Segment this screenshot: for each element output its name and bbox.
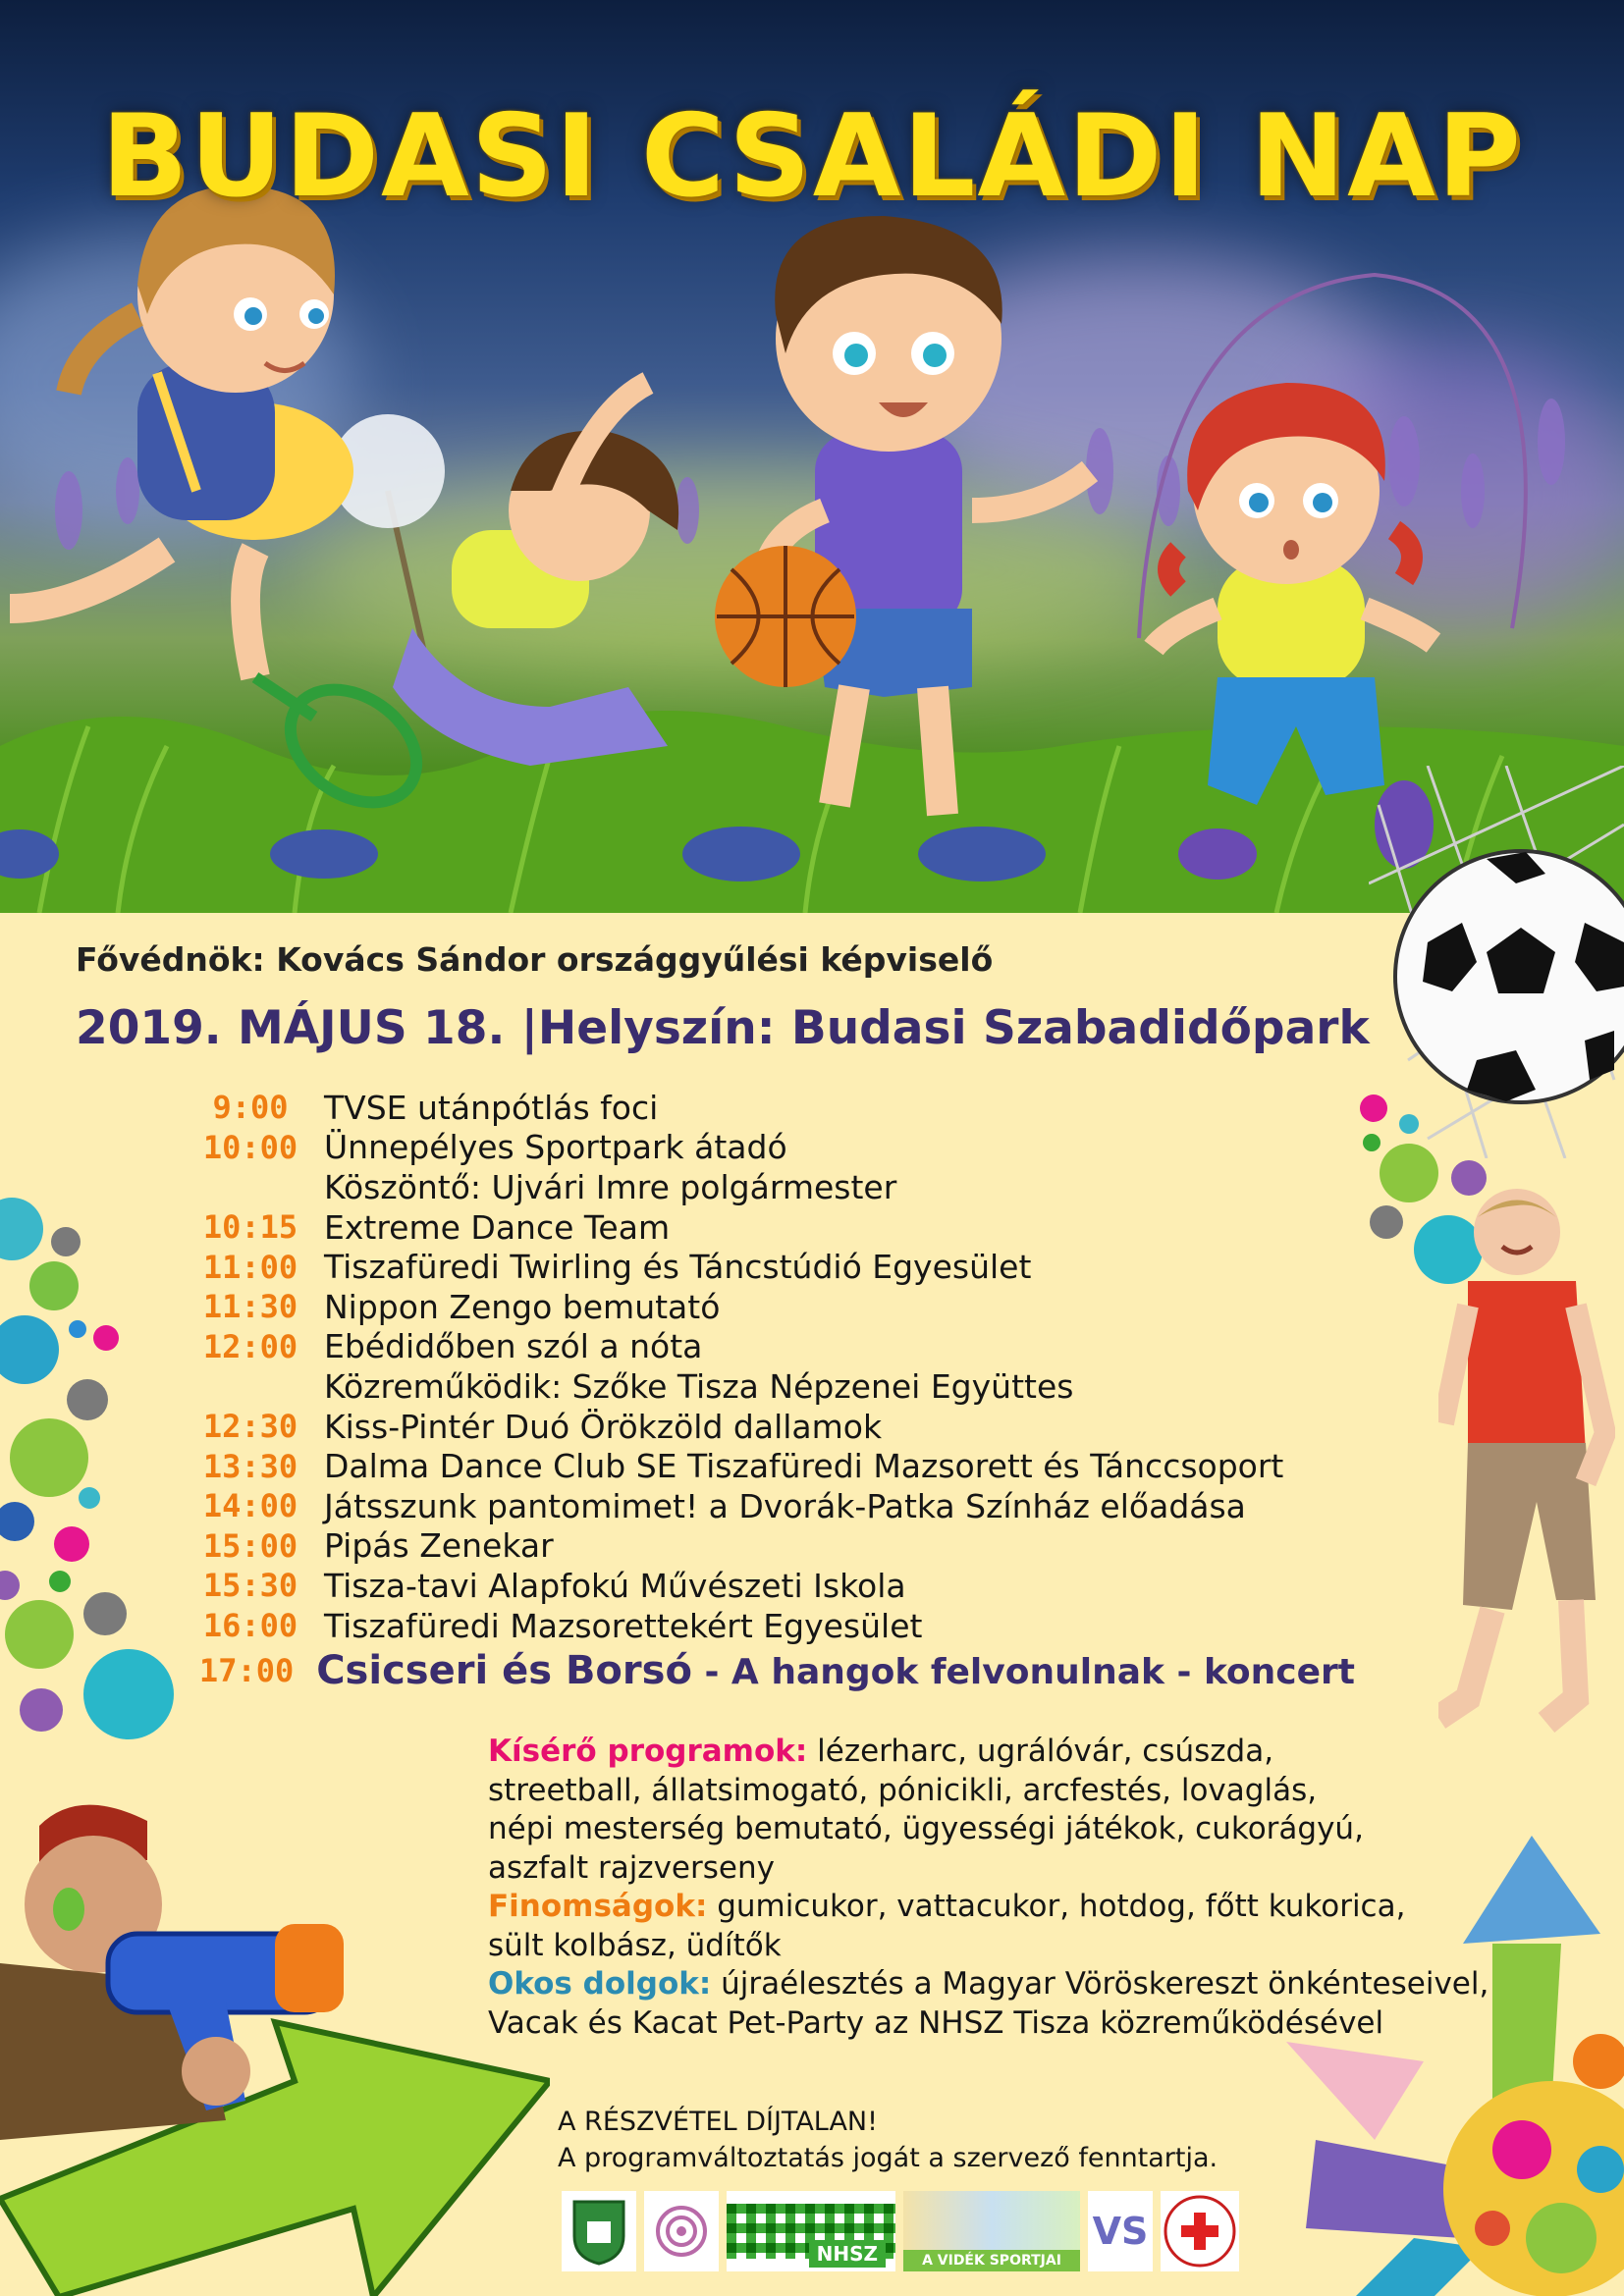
schedule-event: Pipás Zenekar bbox=[324, 1526, 554, 1566]
videk-sportjai-logo bbox=[903, 2191, 1080, 2271]
date-venue-line bbox=[76, 1001, 1370, 1055]
red-cross-text bbox=[1161, 2191, 1239, 2271]
schedule-event: Közreműködik: Szőke Tisza Népzenei Együttes bbox=[324, 1366, 1074, 1406]
nhsz-logo-text: NHSZ bbox=[809, 2240, 886, 2268]
schedule-event: Köszöntő: Ujvári Imre polgármester bbox=[324, 1167, 897, 1206]
rights-note: A programváltoztatás jogát a szervező fenntartja. bbox=[558, 2143, 1218, 2173]
schedule-row bbox=[177, 1407, 1355, 1447]
patron-line: Fővédnök: Kovács Sándor országgyűlési képviselő bbox=[76, 940, 994, 979]
schedule-row bbox=[177, 1207, 1355, 1248]
soccer-ball-icon bbox=[1369, 766, 1624, 1158]
schedule bbox=[177, 1088, 1355, 1696]
smart-things-text: Vacak és Kacat Pet-Party az NHSZ Tisza közreműködésével bbox=[488, 2004, 1384, 2041]
videk-logo-text: A VIDÉK SPORTJAI bbox=[903, 2250, 1080, 2271]
treats-text: sült kolbász, üdítők bbox=[488, 1927, 782, 1963]
schedule-row bbox=[177, 1128, 1355, 1168]
venue: Helyszín: Budasi Szabadidőpark bbox=[537, 1001, 1370, 1055]
pinwheel-decoration bbox=[1227, 1816, 1624, 2296]
schedule-row bbox=[177, 1088, 1355, 1128]
schedule-event: Tisza-tavi Alapfokú Művészeti Iskola bbox=[324, 1566, 906, 1605]
schedule-row bbox=[177, 1366, 1355, 1407]
smart-things-label: Okos dolgok: bbox=[488, 1966, 712, 2002]
headline-act: Csicseri és Borsó bbox=[316, 1648, 692, 1694]
vs-logo: VS bbox=[1088, 2191, 1153, 2271]
schedule-time: 12:00 bbox=[202, 1327, 298, 1365]
schedule-row bbox=[177, 1566, 1355, 1606]
schedule-time: 16:00 bbox=[202, 1607, 298, 1645]
treats-label: Finomságok: bbox=[488, 1889, 708, 1924]
schedule-time: 12:30 bbox=[202, 1408, 298, 1446]
schedule-time: 15:30 bbox=[202, 1567, 298, 1605]
poster-title: BUDASI CSALÁDI NAP bbox=[101, 90, 1523, 223]
schedule-time: 13:30 bbox=[202, 1447, 298, 1485]
schedule-event: Tiszafüredi Mazsorettekért Egyesület bbox=[324, 1606, 923, 1645]
side-programs-text: aszfalt rajzverseny bbox=[488, 1849, 775, 1886]
schedule-event-highlight bbox=[316, 1648, 1355, 1693]
schedule-event: TVSE utánpótlás foci bbox=[324, 1088, 659, 1127]
schedule-row bbox=[177, 1606, 1355, 1646]
schedule-event: Dalma Dance Club SE Tiszafüredi Mazsorett és Tánccsoport bbox=[324, 1447, 1284, 1486]
side-programs-label: Kísérő programok: bbox=[488, 1734, 808, 1769]
schedule-event: Extreme Dance Team bbox=[324, 1207, 671, 1247]
schedule-row bbox=[177, 1526, 1355, 1567]
footer-notes bbox=[558, 2104, 1218, 2176]
red-cross-logo bbox=[1161, 2191, 1239, 2271]
boy-photo bbox=[1438, 1188, 1615, 1737]
side-programs-text: lézerharc, ugrálóvár, csúszda, bbox=[807, 1734, 1274, 1769]
schedule-event: Kiss-Pintér Duó Örökzöld dallamok bbox=[324, 1407, 883, 1446]
town-crest-logo bbox=[562, 2191, 636, 2271]
side-programs-text: népi mesterség bemutató, ügyességi játékok, cukorágyú, bbox=[488, 1811, 1364, 1846]
schedule-row-highlight bbox=[177, 1645, 1355, 1696]
smart-things-text: újraélesztés a Magyar Vöröskereszt önkénteseivel, bbox=[711, 1966, 1489, 2002]
treats-text: gumicukor, vattacukor, hotdog, főtt kukorica, bbox=[707, 1889, 1406, 1924]
schedule-event: Nippon Zengo bemutató bbox=[324, 1287, 721, 1326]
event-date: 2019. MÁJUS 18. bbox=[76, 1001, 506, 1055]
schedule-time: 11:30 bbox=[202, 1288, 298, 1326]
schedule-row bbox=[177, 1287, 1355, 1327]
separator: | bbox=[520, 1001, 538, 1055]
schedule-time: 15:00 bbox=[202, 1526, 298, 1565]
free-entry-note: A RÉSZVÉTEL DÍJTALAN! bbox=[558, 2107, 878, 2137]
schedule-row bbox=[177, 1486, 1355, 1526]
schedule-event: Ünnepélyes Sportpark átadó bbox=[324, 1128, 787, 1167]
schedule-row bbox=[177, 1167, 1355, 1207]
side-programs-text: streetball, állatsimogató, pónicikli, arcfestés, lovaglás, bbox=[488, 1772, 1318, 1808]
schedule-row bbox=[177, 1446, 1355, 1486]
schedule-event: Játsszunk pantomimet! a Dvorák-Patka Színház előadása bbox=[324, 1486, 1246, 1525]
laser-tag-photo bbox=[0, 1787, 550, 2296]
schedule-time: 10:15 bbox=[202, 1208, 298, 1247]
sponsor-logos bbox=[562, 2191, 1239, 2273]
schedule-time: 17:00 bbox=[198, 1652, 295, 1690]
spiral-logo bbox=[644, 2191, 719, 2271]
schedule-time: 9:00 bbox=[212, 1089, 289, 1127]
schedule-row bbox=[177, 1327, 1355, 1367]
schedule-row bbox=[177, 1247, 1355, 1287]
schedule-event: Tiszafüredi Twirling és Táncstúdió Egyesület bbox=[324, 1248, 1032, 1287]
schedule-time: 14:00 bbox=[202, 1487, 298, 1525]
schedule-time: 10:00 bbox=[202, 1128, 298, 1166]
schedule-time: 11:00 bbox=[202, 1248, 298, 1286]
nhsz-logo bbox=[727, 2191, 895, 2271]
headline-act-subtitle: - A hangok felvonulnak - koncert bbox=[691, 1652, 1355, 1693]
schedule-event: Ebédidőben szól a nóta bbox=[324, 1327, 703, 1366]
